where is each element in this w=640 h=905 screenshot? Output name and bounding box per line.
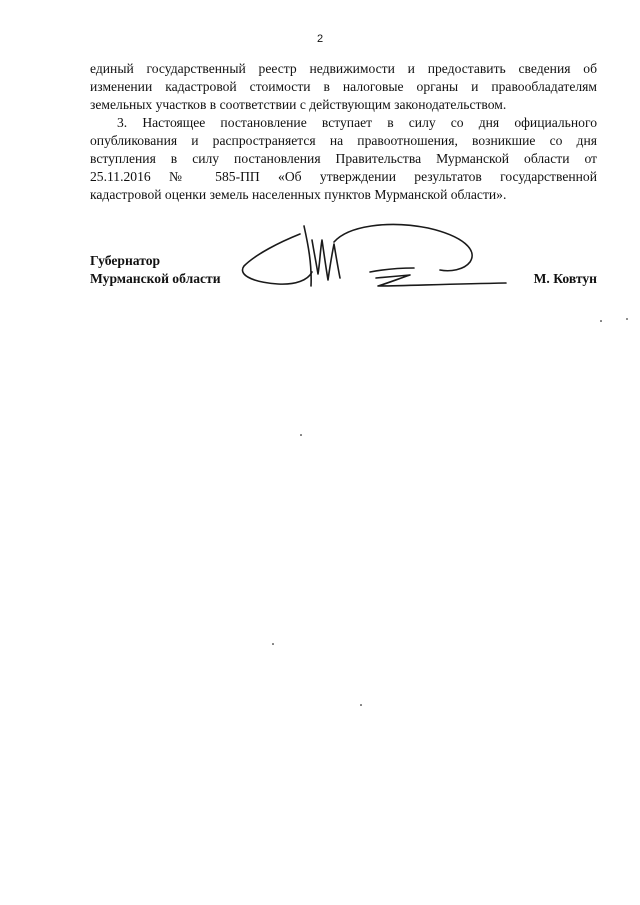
text-line: единый государственный реестр недвижимости и предоставить сведения об — [90, 61, 597, 76]
handwritten-signature — [238, 222, 508, 302]
paragraph-continuation — [90, 60, 597, 114]
signatory-title-line: Губернатор — [90, 253, 161, 268]
scan-speck — [626, 318, 628, 320]
page-number: 2 — [316, 33, 324, 45]
text-line: земельных участков в соответствии с действующим законодательством. — [90, 97, 507, 112]
text-line: кадастровой оценки земель населенных пунктов Мурманской области». — [90, 187, 507, 202]
signatory-name: М. Ковтун — [533, 271, 597, 286]
text-line: 3. Настоящее постановление вступает в силу со дня официального — [117, 115, 597, 130]
text-line: 25.11.2016 № 585-ПП «Об утверждении результатов государственной — [90, 169, 597, 184]
text-line: вступления в силу постановления Правительства Мурманской области от — [90, 151, 597, 166]
scan-speck — [360, 704, 362, 706]
signatory-title-line: Мурманской области — [90, 271, 221, 286]
scan-speck — [300, 434, 302, 436]
document-body — [90, 60, 597, 204]
scan-speck — [272, 643, 274, 645]
text-line: опубликования и распространяется на правоотношения, возникшие со дня — [90, 133, 597, 148]
text-line: изменении кадастровой стоимости в налоговые органы и правообладателям — [90, 79, 597, 94]
scan-speck — [600, 320, 602, 322]
paragraph-3 — [90, 114, 597, 204]
signatory-title — [90, 252, 221, 288]
